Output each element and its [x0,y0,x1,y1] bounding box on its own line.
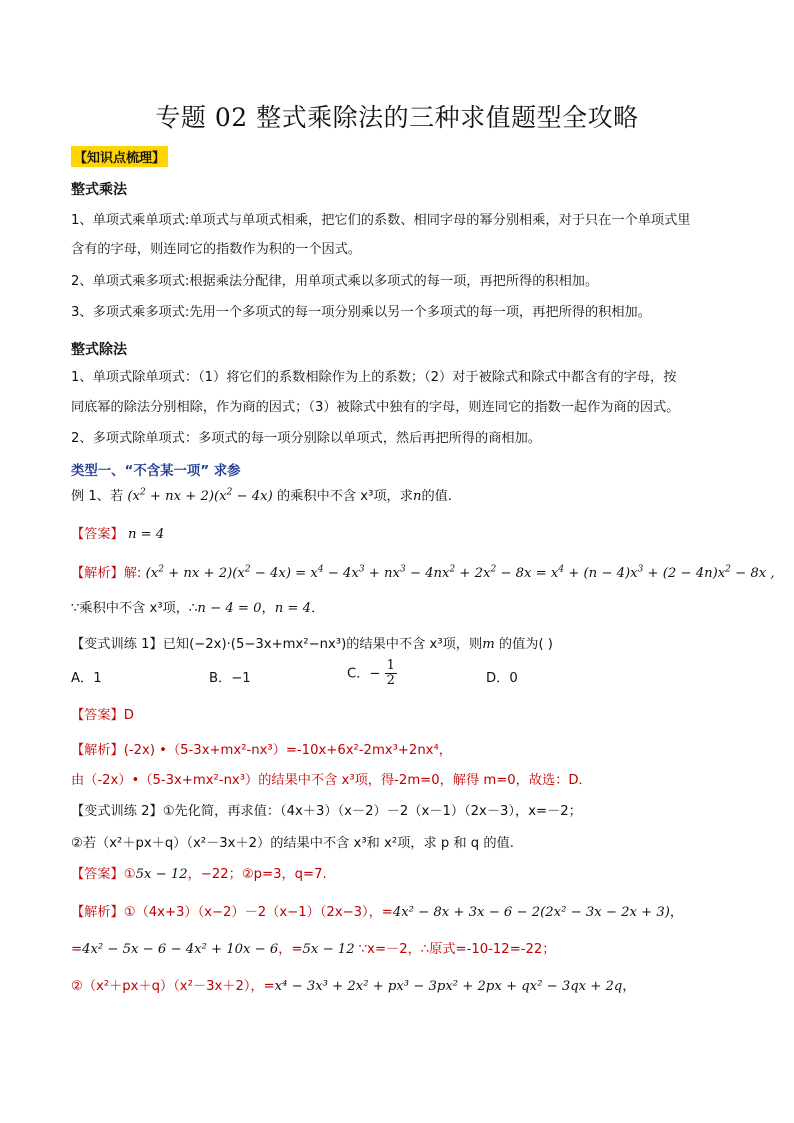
option-c-fraction [385,659,397,688]
example1-expression: ($x^2$ + nx + $2)(x^2 - 4x)$ [127,487,273,504]
mult-rule2: 2、单项式乘多项式:根据乘法分配律，用单项式乘以多项式的每一项，再把所得的积相加。 [71,274,599,289]
variant1-question-text: 【变式训练 1】已知(−2x)·(5−3x+mx²−nx³)的结果中不含 x³项，则 [71,637,483,652]
variant2-line2-eq: = [71,942,83,957]
variant2-line3-end: ， [622,979,636,994]
example1-reason [71,600,324,617]
mult-rule1-line1: 1、单项式乘单项式:单项式与单项式相乘，把它们的系数、相同字母的幂分别相乘，对于只在一个单项式里 [71,213,691,228]
variant2-question-line1: 【变式训练 2】①先化简，再求值：（4x＋3）（x－2）－2（x－1）（2x－3），x=－2； [71,804,582,819]
variant2-analysis-tag: 【解析】 [71,905,124,920]
mult-rule1-line2: 含有的字母，则连同它的指数作为积的一个因式。 [71,242,362,257]
variant1-analysis-line1 [71,742,452,759]
analysis-word: 解: [123,566,142,581]
div-heading: 整式除法 [71,342,127,358]
example1-line [71,488,452,505]
variant2-line1-expr: 4x² − 8x + 3x − 6 − 2(2x² − 3x − 2x + 3) [392,905,670,920]
fraction-denominator: 2 [386,673,395,688]
answer-value: n = 4 [127,527,165,542]
variant2-answer-marker: ① [123,867,136,882]
option-c-letter: C． [347,666,370,682]
option-c [347,659,397,688]
reason-comma: ， [261,601,275,616]
variant1-answer [71,707,134,724]
example1-analysis [71,565,775,582]
example1-suffix: 的乘积中不含 x³项，求 [276,489,413,504]
variant2-answer-tag: 【答案】 [71,867,124,882]
reason-text: ∵乘积中不含 x³项，∴ [71,601,198,616]
option-a-letter: A． [71,671,94,686]
variant1-answer-value: D [123,708,134,723]
variant1-analysis-line2: 由（-2x）•（5-3x+mx²-nx³）的结果中不含 x³项，得-2m=0，解得 m=0，故选：D． [71,773,592,788]
variant2-analysis-line1 [71,904,683,921]
example1-end: 的值. [421,489,453,504]
variant1-analysis-tag: 【解析】 [71,743,124,758]
variant2-line3-text: ②（x²＋px＋q）（x²－3x＋2），= [71,979,275,994]
variant1-question [71,636,553,653]
fraction-numerator: 1 [386,658,395,673]
page-title: 专题 02 整式乘除法的三种求值题型全攻略 [155,103,639,132]
mult-heading: 整式乘法 [71,182,127,198]
variant1-var-m: m [482,637,495,652]
div-rule2: 2、多项式除单项式：多项式的每一项分别除以单项式，然后再把所得的商相加。 [71,431,541,446]
reason-result: n = 4 [274,601,312,616]
analysis-expansion: ($x^2$ + nx + $2)(x^2 - 4x) = x^4 - 4x^3 + nx^3 - 4nx^2 + 2x^2 - 8x = x^4 + (n - 4)x^3 + (2 - 4n)x^2 - 8x$ , [145,564,775,581]
analysis-tag: 【解析】 [71,566,124,581]
type1-heading: 类型一、“不含某一项” 求参 [71,464,241,479]
variant2-answer-rest: ，−22；②p=3，q=7. [187,867,327,882]
option-a [71,670,102,687]
option-b [209,670,251,687]
mult-rule3: 3、多项式乘多项式:先用一个多项式的每一项分别乘以另一个多项式的每一项，再把所得的积相加。 [71,305,651,320]
variant2-question-line2: ②若（x²＋px＋q）（x²－3x＋2）的结果中不含 x³和 x²项，求 p 和 q 的值. [71,836,514,851]
example1-prefix: 例 1、若 [71,489,124,504]
knowledge-tag: 【知识点梳理】 [71,146,168,167]
option-d-text: 0 [509,671,518,686]
variant2-line2-sep: ，= [278,942,303,957]
option-d [486,670,518,687]
example1-answer [71,526,164,543]
variant2-analysis-line3 [71,978,636,995]
variant2-line2-result: 5x − 12 [302,942,355,957]
option-a-text: 1 [93,671,102,686]
option-b-letter: B． [209,671,232,686]
div-rule1-line1: 1、单项式除单项式：（1）将它们的系数相除作为上的系数；（2）对于被除式和除式中都含有的字母，按 [71,370,677,385]
option-b-text: −1 [231,671,251,686]
variant2-analysis-line2 [71,941,555,958]
variant1-question-end: 的值为( ) [494,637,553,652]
variant1-analysis-text1: (-2x) •（5-3x+mx²-nx³）=-10x+6x²-2mx³+2nx⁴， [123,743,452,758]
variant2-line1-end: ， [669,905,684,920]
variant2-line3-expr: x⁴ − 3x³ + 2x² + px³ − 3px² + 2px + qx² − 3qx + 2q [274,979,623,994]
variant2-line2-end: ∵x=－2，∴原式=-10-12=-22； [354,942,556,957]
variant2-line2-expr: 4x² − 5x − 6 − 4x² + 10x − 6 [82,942,279,957]
variant2-line1-text: ①（4x+3）（x−2）－2（x−1）（2x−3），= [123,905,393,920]
option-d-letter: D． [486,671,510,686]
variant2-answer-expr: 5x − 12 [135,867,188,882]
option-c-text: − [369,666,381,682]
variant2-answer [71,866,327,883]
variant1-answer-tag: 【答案】 [71,708,124,723]
example1-var-n: n [412,489,422,504]
div-rule1-line2: 同底幂的除法分别相除，作为商的因式；（3）被除式中独有的字母，则连同它的指数一起作为商的因式。 [71,400,680,415]
reason-period: ． [311,601,325,616]
answer-tag: 【答案】 [71,527,124,542]
reason-equation: n − 4 = 0 [197,601,262,616]
